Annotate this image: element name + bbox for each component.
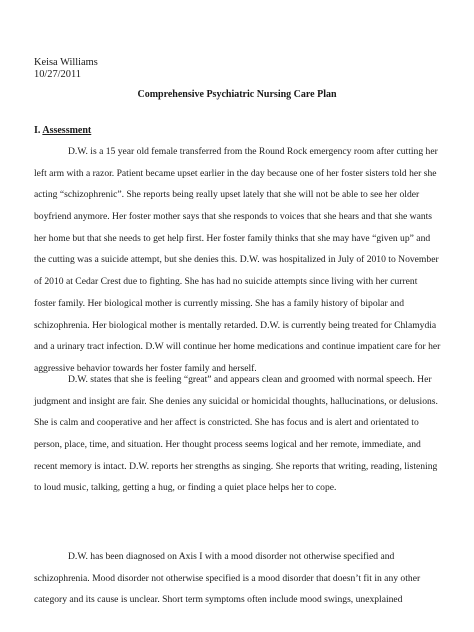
paragraph-line: her home but that she needs to get help first. Her foster family thinks that she may have “given up” and [34, 232, 431, 244]
paragraph-line: left arm with a razor. Patient became upset earlier in the day because one of her foster sisters told her she [34, 167, 437, 179]
paragraph-line: D.W. has been diagnosed on Axis I with a mood disorder not otherwise specified and [68, 551, 395, 562]
paragraph-line: D.W. states that she is feeling “great” and appears clean and groomed with normal speech. Her [68, 374, 432, 385]
paragraph-line: recent memory is intact. D.W. reports her strengths as singing. She reports that writing, reading, listening [34, 460, 438, 472]
paragraph-line: schizophrenia. Mood disorder not otherwise specified is a mood disorder that doesn’t fit in any other [34, 572, 421, 584]
paragraph-mental-status [34, 369, 454, 499]
paragraph-line: acting “schizophrenic”. She reports being really upset lately that she will not be able to see her older [34, 189, 420, 201]
paragraph-line: person, place, time, and situation. Her thought process seems logical and her remote, immediate, and [34, 439, 421, 451]
paragraph-line: foster family. Her biological mother is currently missing. She has a family history of bipolar and [34, 297, 404, 309]
document-date: 10/27/2011 [34, 69, 81, 80]
paragraph-diagnosis [34, 546, 454, 611]
paragraph-line: aggressive behavior towards her foster family and herself. [34, 362, 257, 374]
paragraph-line: schizophrenia. Her biological mother is mentally retarded. D.W. is currently being treated for Chlamydia [34, 319, 437, 331]
paragraph-line: to loud music, talking, getting a hug, or finding a quiet place helps her to cope. [34, 482, 337, 494]
paragraph-line: judgment and insight are fair. She denies any suicidal or homicidal thoughts, hallucinations, or delusions. [34, 395, 438, 407]
paragraph-line: boyfriend anymore. Her foster mother says that she responds to voices that she hears and that she wants [34, 211, 433, 223]
paragraph-line: category and its cause is unclear. Short term symptoms often include mood swings, unexplained [34, 594, 403, 606]
paragraph-line: and a urinary tract infection. D.W will continue her home medications and continue impatient care for her [34, 341, 441, 353]
section-title: Assessment [42, 125, 92, 136]
paragraph-line: the cutting was a suicide attempt, but she denies this. D.W. was hospitalized in July of 2010 to November [34, 254, 439, 266]
author-name: Keisa Williams [34, 57, 98, 68]
section-heading-assessment [34, 124, 91, 137]
paragraph-line: D.W. is a 15 year old female transferred from the Round Rock emergency room after cutting her [68, 146, 438, 157]
paragraph-line: of 2010 at Cedar Crest due to fighting. She has had no suicide attempts since living with her current [34, 276, 418, 288]
paragraph-history [34, 141, 454, 380]
section-number: I. [34, 125, 41, 136]
paragraph-line: She is calm and cooperative and her affect is constricted. She has focus and is alert and orientated to [34, 417, 419, 429]
document-title: Comprehensive Psychiatric Nursing Care Plan [137, 89, 337, 100]
